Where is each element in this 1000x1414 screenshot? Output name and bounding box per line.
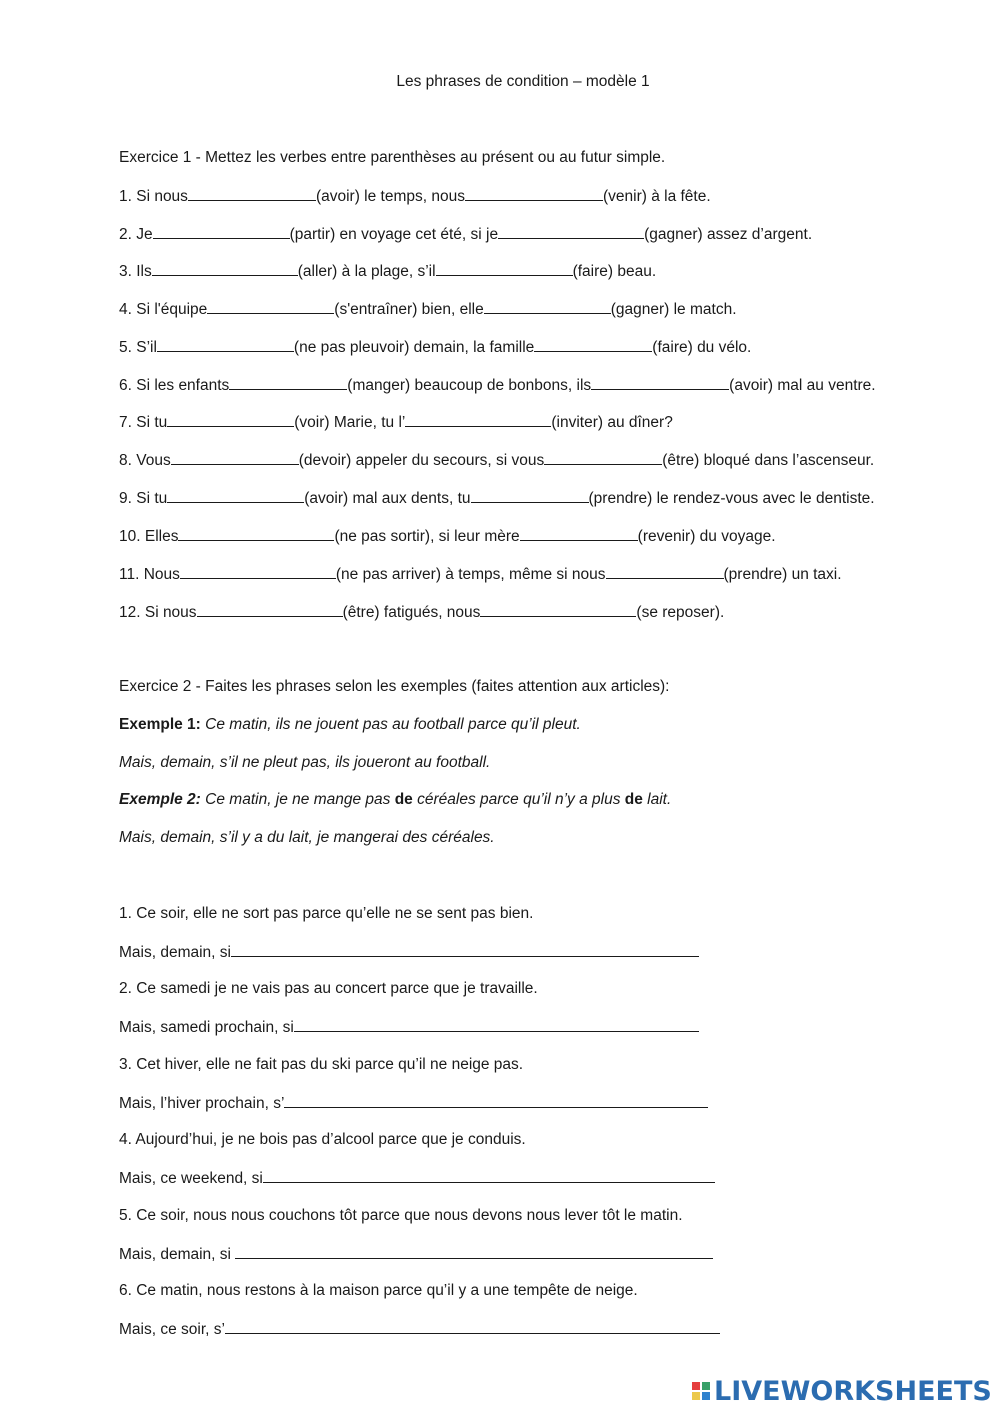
answer-blank[interactable] (152, 261, 298, 276)
ex1-item-text: (avoir) mal au ventre. (729, 377, 876, 394)
ex1-item-text: (partir) en voyage cet été, si je (289, 226, 499, 243)
ex1-item-5 (119, 337, 751, 358)
example-2-bold: de (394, 791, 413, 808)
logo-squares-icon (692, 1382, 710, 1400)
ex1-item-text: (devoir) appeler du secours, si vous (298, 452, 545, 469)
answer-blank[interactable] (471, 488, 589, 503)
answer-blank[interactable] (207, 299, 334, 314)
example-2 (119, 790, 671, 810)
answer-blank[interactable] (436, 261, 573, 276)
ex1-item-text: 2. Je (119, 226, 153, 243)
example-1 (119, 715, 581, 735)
answer-blank[interactable] (606, 564, 724, 579)
ex2-answer-line-6 (119, 1319, 720, 1340)
answer-blank[interactable] (484, 299, 611, 314)
ex1-item-text: (s'entraîner) bien, elle (334, 301, 484, 318)
answer-blank[interactable] (520, 526, 638, 541)
ex1-item-text: 7. Si tu (119, 414, 168, 431)
answer-blank[interactable] (294, 1017, 699, 1032)
ex1-item-12 (119, 602, 724, 623)
ex2-question-2: 2. Ce samedi je ne vais pas au concert parce que je travaille. (119, 980, 538, 997)
answer-blank[interactable] (405, 412, 551, 427)
ex1-item-8 (119, 450, 874, 471)
ex1-item-4 (119, 299, 737, 320)
ex1-item-text: (aller) à la plage, s’il (297, 263, 436, 280)
answer-blank[interactable] (180, 564, 336, 579)
ex1-item-9 (119, 488, 875, 509)
ex1-item-text: (voir) Marie, tu l’ (294, 414, 406, 431)
answer-blank[interactable] (178, 526, 334, 541)
ex1-item-6 (119, 375, 876, 396)
ex1-item-text: 5. S’il (119, 339, 157, 356)
example-2-text: lait. (642, 791, 672, 808)
answer-blank[interactable] (263, 1168, 715, 1183)
exercise-1-heading: Exercice 1 - Mettez les verbes entre parenthèses au présent ou au futur simple. (119, 149, 666, 166)
answer-blank[interactable] (153, 224, 290, 239)
ex2-question-4: 4. Aujourd’hui, je ne bois pas d’alcool parce que je conduis. (119, 1131, 526, 1148)
answer-blank[interactable] (480, 602, 636, 617)
answer-blank[interactable] (167, 488, 304, 503)
ex1-item-text: (ne pas pleuvoir) demain, la famille (293, 339, 535, 356)
ex2-answer-line-3 (119, 1093, 708, 1114)
ex1-item-text: 10. Elles (119, 528, 179, 545)
ex1-item-text: (inviter) au dîner? (551, 414, 673, 431)
answer-blank[interactable] (197, 602, 343, 617)
answer-blank[interactable] (188, 186, 316, 201)
ex2-prompt: Mais, l’hiver prochain, s’ (119, 1095, 285, 1112)
answer-blank[interactable] (534, 337, 652, 352)
ex2-answer-line-2 (119, 1017, 699, 1038)
example-1-text: Ce matin, ils ne jouent pas au football parce qu’il pleut. (200, 716, 581, 733)
answer-blank[interactable] (544, 450, 662, 465)
answer-blank[interactable] (229, 375, 347, 390)
answer-blank[interactable] (284, 1093, 708, 1108)
ex2-answer-line-1 (119, 942, 699, 963)
answer-blank[interactable] (591, 375, 729, 390)
ex2-question-5: 5. Ce soir, nous nous couchons tôt parce que nous devons nous lever tôt le matin. (119, 1207, 683, 1224)
ex1-item-text: (ne pas arriver) à temps, même si nous (335, 566, 606, 583)
ex1-item-11 (119, 564, 842, 585)
ex2-prompt: Mais, ce weekend, si (119, 1170, 263, 1187)
example-2-label: Exemple 2: (119, 791, 201, 808)
ex1-item-text: 6. Si les enfants (119, 377, 230, 394)
ex1-item-3 (119, 261, 656, 282)
ex1-item-10 (119, 526, 776, 547)
example-2-answer: Mais, demain, s’il y a du lait, je mangerai des céréales. (119, 829, 495, 846)
exercise-2-heading: Exercice 2 - Faites les phrases selon les exemples (faites attention aux articles): (119, 678, 670, 695)
answer-blank[interactable] (225, 1319, 720, 1334)
ex1-item-text: (prendre) le rendez-vous avec le dentiste. (588, 490, 875, 507)
liveworksheets-logo (692, 1374, 992, 1408)
ex1-item-text: (être) fatigués, nous (342, 604, 481, 621)
answer-blank[interactable] (231, 942, 699, 957)
ex1-item-text: 11. Nous (119, 566, 180, 583)
ex1-item-text: 3. Ils (119, 263, 152, 280)
example-2-text: Ce matin, je ne mange pas (200, 791, 395, 808)
ex1-item-text: (se reposer). (636, 604, 725, 621)
ex1-item-text: (faire) du vélo. (652, 339, 752, 356)
logo-text: LIVEWORKSHEETS (714, 1375, 992, 1407)
ex2-question-3: 3. Cet hiver, elle ne fait pas du ski parce qu’il ne neige pas. (119, 1056, 524, 1073)
ex1-item-text: 4. Si l'équipe (119, 301, 208, 318)
example-1-answer: Mais, demain, s’il ne pleut pas, ils joueront au football. (119, 754, 491, 771)
ex2-prompt: Mais, ce soir, s’ (119, 1321, 225, 1338)
ex1-item-1 (119, 186, 711, 207)
ex1-item-text: (avoir) le temps, nous (315, 188, 465, 205)
ex1-item-text: (faire) beau. (572, 263, 657, 280)
answer-blank[interactable] (171, 450, 299, 465)
answer-blank[interactable] (498, 224, 644, 239)
ex2-prompt: Mais, demain, si (119, 1246, 236, 1263)
ex1-item-text: (ne pas sortir), si leur mère (334, 528, 520, 545)
ex1-item-text: 8. Vous (119, 452, 171, 469)
ex1-item-text: 12. Si nous (119, 604, 197, 621)
ex1-item-2 (119, 224, 812, 245)
ex1-item-text: (prendre) un taxi. (723, 566, 842, 583)
ex2-answer-line-5 (119, 1244, 713, 1265)
answer-blank[interactable] (157, 337, 294, 352)
example-2-text: céréales parce qu’il n’y a plus (412, 791, 625, 808)
answer-blank[interactable] (167, 412, 294, 427)
ex1-item-text: (revenir) du voyage. (637, 528, 776, 545)
page-title: Les phrases de condition – modèle 1 (396, 73, 650, 90)
ex1-item-text: (gagner) assez d’argent. (644, 226, 813, 243)
ex2-answer-line-4 (119, 1168, 715, 1189)
ex2-question-1: 1. Ce soir, elle ne sort pas parce qu’elle ne se sent pas bien. (119, 905, 534, 922)
ex2-prompt: Mais, samedi prochain, si (119, 1019, 294, 1036)
ex2-prompt: Mais, demain, si (119, 944, 231, 961)
ex1-item-text: (gagner) le match. (610, 301, 737, 318)
ex1-item-7 (119, 412, 673, 433)
example-1-label: Exemple 1: (119, 716, 201, 733)
ex1-item-text: (venir) à la fête. (602, 188, 711, 205)
answer-blank[interactable] (235, 1244, 713, 1259)
ex1-item-text: 9. Si tu (119, 490, 168, 507)
ex1-item-text: (être) bloqué dans l’ascenseur. (662, 452, 875, 469)
ex2-question-6: 6. Ce matin, nous restons à la maison parce qu’il y a une tempête de neige. (119, 1282, 638, 1299)
answer-blank[interactable] (465, 186, 603, 201)
ex1-item-text: (manger) beaucoup de bonbons, ils (347, 377, 592, 394)
ex1-item-text: 1. Si nous (119, 188, 188, 205)
example-2-bold: de (624, 791, 643, 808)
ex1-item-text: (avoir) mal aux dents, tu (304, 490, 471, 507)
